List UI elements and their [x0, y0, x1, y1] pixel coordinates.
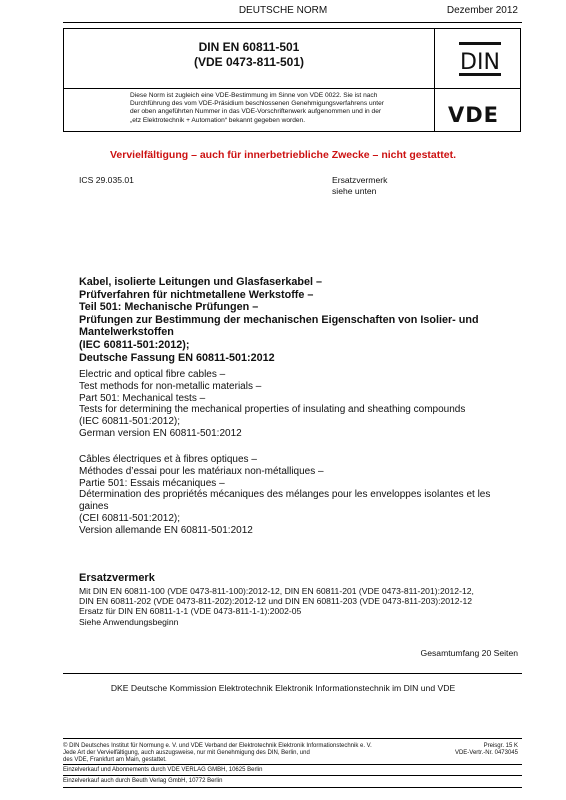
- title-german: [79, 276, 529, 364]
- title-french: [79, 454, 529, 537]
- vde-note-line: Durchführung des vom VDE-Präsidium beschlossenen Genehmigungsverfahrens unter: [130, 100, 384, 108]
- title-english-line: German version EN 60811-501:2012: [79, 427, 242, 439]
- footer-rule: [63, 738, 522, 739]
- header-box-divider-vertical: [434, 29, 435, 131]
- vde-note-line: Diese Norm ist zugleich eine VDE-Bestimmung im Sinne von VDE 0022. Sie ist nach: [130, 92, 378, 99]
- copyright-line: Jede Art der Vervielfältigung, auch auszugsweise, nur mit Genehmigung des DIN, Berlin, und: [63, 750, 310, 757]
- price-group: Preisgr. 15 K: [483, 743, 518, 749]
- norm-label: DEUTSCHE NORM: [238, 5, 328, 16]
- replacement-note-top: [332, 175, 387, 197]
- title-english-line: (IEC 60811-501:2012);: [79, 416, 180, 428]
- title-german-line: Kabel, isolierte Leitungen und Glasfaserkabel –: [79, 276, 323, 288]
- vde-note-line: „etz Elektrotechnik + Automation“ bekannt gegeben worden.: [130, 116, 306, 124]
- standard-number: DIN EN 60811-501: [198, 40, 300, 54]
- title-german-line: Deutsche Fassung EN 60811-501:2012: [79, 351, 275, 364]
- reproduction-warning: Vervielfältigung – auch für innerbetriebliche Zwecke – nicht gestattet.: [109, 149, 456, 161]
- replacement-body: [79, 586, 529, 627]
- title-german-line: Teil 501: Mechanische Prüfungen –: [79, 301, 259, 314]
- ics-code: ICS 29.035.01: [79, 175, 134, 185]
- order-number: VDE-Vertr.-Nr. 0473045: [454, 750, 518, 757]
- vde-number: (VDE 0473-811-501): [193, 55, 305, 69]
- replacement-heading: Ersatzvermerk: [79, 572, 155, 584]
- distribution-rule-3: [63, 787, 522, 788]
- title-french-line: Méthodes d’essai pour les matériaux non-métalliques –: [79, 465, 324, 477]
- header-box-divider-horizontal: [64, 88, 520, 89]
- title-german-line: Prüfungen zur Bestimmung der mechanischen Eigenschaften von Isolier- und: [79, 313, 479, 326]
- publication-date: Dezember 2012: [446, 5, 518, 16]
- din-logo-text: DIN: [460, 50, 500, 75]
- din-logo: [459, 42, 501, 76]
- header-box: [63, 28, 521, 132]
- title-french-line: gaines: [79, 501, 109, 513]
- replacement-note-ref: siehe unten: [332, 186, 377, 196]
- replacement-line: Mit DIN EN 60811-100 (VDE 0473-811-100):2012-12, DIN EN 60811-201 (VDE 0473-811-201):2012-12,: [79, 586, 474, 596]
- title-german-line: Mantelwerkstoffen: [79, 326, 174, 339]
- replacement-line: Siehe Anwendungsbeginn: [79, 616, 179, 627]
- distribution-vde: Einzelverkauf und Abonnements durch VDE VERLAG GMBH, 10625 Berlin: [63, 767, 263, 773]
- distribution-rule-2: [63, 775, 522, 776]
- distribution-beuth: Einzelverkauf auch durch Beuth Verlag GmbH, 10772 Berlin: [63, 778, 223, 784]
- dke-line: DKE Deutsche Kommission Elektrotechnik Elektronik Informationstechnik im DIN und VDE: [110, 683, 456, 693]
- copyright-line: © DIN Deutsches Institut für Normung e. V. und VDE Verband der Elektrotechnik Elektronik Informationstechnik e. V.: [63, 743, 372, 749]
- copyright-notice: [63, 743, 393, 765]
- vde-note: [130, 92, 430, 125]
- standard-number-block: [64, 40, 434, 70]
- title-french-line: Détermination des propriétés mécaniques des mélanges pour les enveloppes isolantes et les: [79, 489, 491, 501]
- vde-note-line: der oben angeführten Nummer in das VDE-Vorschriftenwerk aufgenommen und in der: [130, 108, 382, 116]
- title-french-line: Partie 501: Essais mécaniques –: [79, 477, 225, 489]
- dke-rule-top: [63, 673, 522, 674]
- replacement-line: Ersatz für DIN EN 60811-1-1 (VDE 0473-811-1-1):2002-05: [79, 606, 302, 617]
- title-english-line: Part 501: Mechanical tests –: [79, 392, 206, 404]
- title-french-line: (CEI 60811-501:2012);: [79, 512, 180, 524]
- title-german-line: Prüfverfahren für nichtmetallene Werkstoffe –: [79, 288, 314, 301]
- title-english-line: Test methods for non-metallic materials –: [79, 380, 262, 392]
- price-info: [455, 743, 518, 757]
- header-rule: [63, 22, 522, 23]
- title-french-line: Version allemande EN 60811-501:2012: [79, 524, 253, 536]
- vde-logo: VDE: [448, 103, 500, 127]
- total-pages: Gesamtumfang 20 Seiten: [420, 648, 518, 658]
- title-english-line: Tests for determining the mechanical properties of insulating and sheathing compounds: [79, 404, 466, 416]
- title-german-line: (IEC 60811-501:2012);: [79, 338, 190, 351]
- distribution-rule-1: [63, 764, 522, 765]
- copyright-line: des VDE, Frankfurt am Main, gestattet.: [63, 757, 167, 764]
- title-english-line: Electric and optical fibre cables –: [79, 369, 226, 380]
- title-french-line: Câbles électriques et à fibres optiques –: [79, 454, 257, 465]
- title-english: [79, 369, 529, 440]
- replacement-line: DIN EN 60811-202 (VDE 0473-811-202):2012-12 und DIN EN 60811-203 (VDE 0473-811-203):2012-12: [79, 596, 473, 607]
- replacement-note-label: Ersatzvermerk: [332, 175, 388, 185]
